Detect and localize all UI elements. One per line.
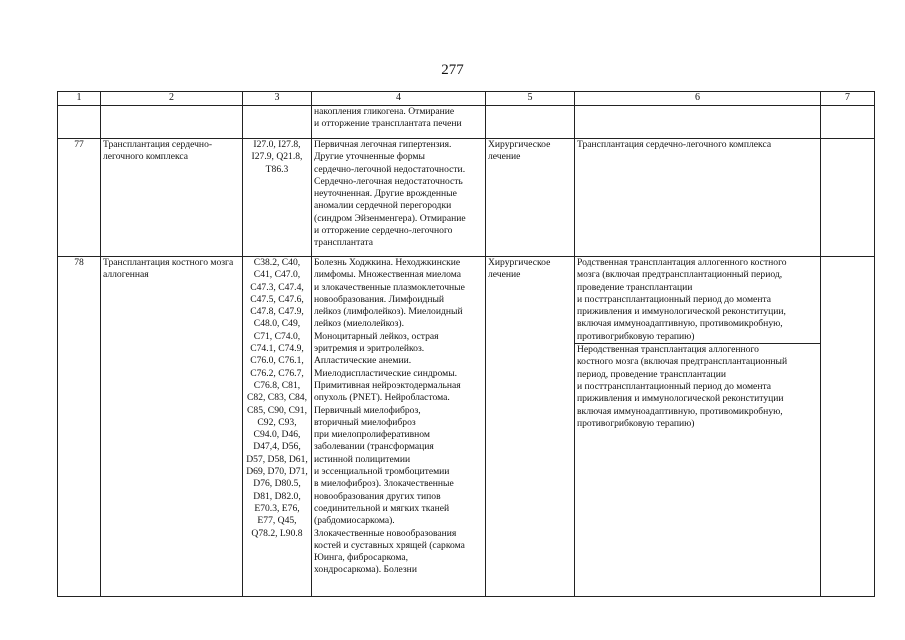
column-number-row [58,92,875,106]
page-number: 277 [441,62,464,78]
icd-codes: I27.0, I27.8, I27.9, Q21.8, T86.3 [243,139,312,257]
disease-description: Первичная легочная гипертензия. Другие уточненные формы сердечно-легочной недостаточности. Сердечно-легочная недостаточность неуточненная. Другие врожденные аномалии сердечной перегородки (синдром Эйзенменгера). Отмирание и отторжение сердечно-легочного трансплантата [312,139,486,257]
treatment-type: Хирургическое лечение [486,257,575,597]
col7-cell [821,139,875,257]
treatment-methods [575,139,821,257]
row-number: 78 [58,257,101,597]
service-name: Трансплантация сердечно-легочного комплекса [101,139,243,257]
icd-codes: C38.2, C40, C41, C47.0, C47.3, C47.4, C47.5, C47.6, C47.8, C47.9, C48.0, C49, C71, C74.0, C74.1, C74.9, C76.0, C76.1, C76.2, C76.7, C76.8, C81, C82, C83, C84, C85, C90, C91, C92, C93, C94.0, D46, D47,4, D56, D57, D58, D61, D69, D70, D71, D76, D80.5, D81, D82.0, E70.3, E76, E77, Q45, Q78.2, L90.8 [243,257,312,597]
col-header-6: 6 [575,92,821,106]
treatment-type: Хирургическое лечение [486,139,575,257]
continuation-row [58,106,875,139]
disease-description: Болезнь Ходжкина. Неходжкинские лимфомы. Множественная миелома и злокачественные плазмоклеточные новообразования. Лимфоидный лейкоз (лимфолейкоз). Миелоидный лейкоз (миелолейкоз). Моноцитарный лейкоз, острая эритремия и эритролейкоз. Апластические анемии. Миелодиспластические синдромы. Примитивная нейроэктодермальная опухоль (PNET). Нейробластома. Первичный миелофиброз, вторичный миелофиброз при миелопролиферативном заболевании (трансформация истинной полицитемии и эссенциальной тромбоцитемии в миелофиброз). Злокачественные новообразования других типов соединительной и мягких тканей (рабдомиосаркома). Злокачественные новообразования костей и суставных хрящей (саркома Юинга, фибросаркома, хондросаркома). Болезни [312,257,486,597]
table-row [58,139,875,257]
treatment-method: Родственная трансплантация аллогенного костного мозга (включая предтрансплантационный период, проведение трансплантации и посттрансплантационный период до момента приживления и иммунологической реконституции, включая иммуноадаптивную, противомикробную, противогрибковую терапию) [577,257,787,342]
col-header-1: 1 [58,92,101,106]
service-name: Трансплантация костного мозга аллогенная [101,257,243,597]
table-row [58,257,875,597]
row-number: 77 [58,139,101,257]
col7-cell [821,257,875,597]
treatment-methods [575,257,821,597]
col-header-5: 5 [486,92,575,106]
treatment-method: Неродственная трансплантация аллогенного костного мозга (включая предтрансплантационный период, проведение трансплантации и посттрансплантационный период до момента приживления и иммунологической реконституции включая иммуноадаптивную, противомикробную, противогрибковую терапию) [575,343,820,430]
col-header-4: 4 [312,92,486,106]
treatment-method: Трансплантация сердечно-легочного комплекса [577,139,772,150]
services-table [57,91,875,597]
col-header-2: 2 [101,92,243,106]
col-header-7: 7 [821,92,875,106]
continuation-diseases: накопления гликогена. Отмирание и отторжение трансплантата печени [312,106,486,139]
col-header-3: 3 [243,92,312,106]
